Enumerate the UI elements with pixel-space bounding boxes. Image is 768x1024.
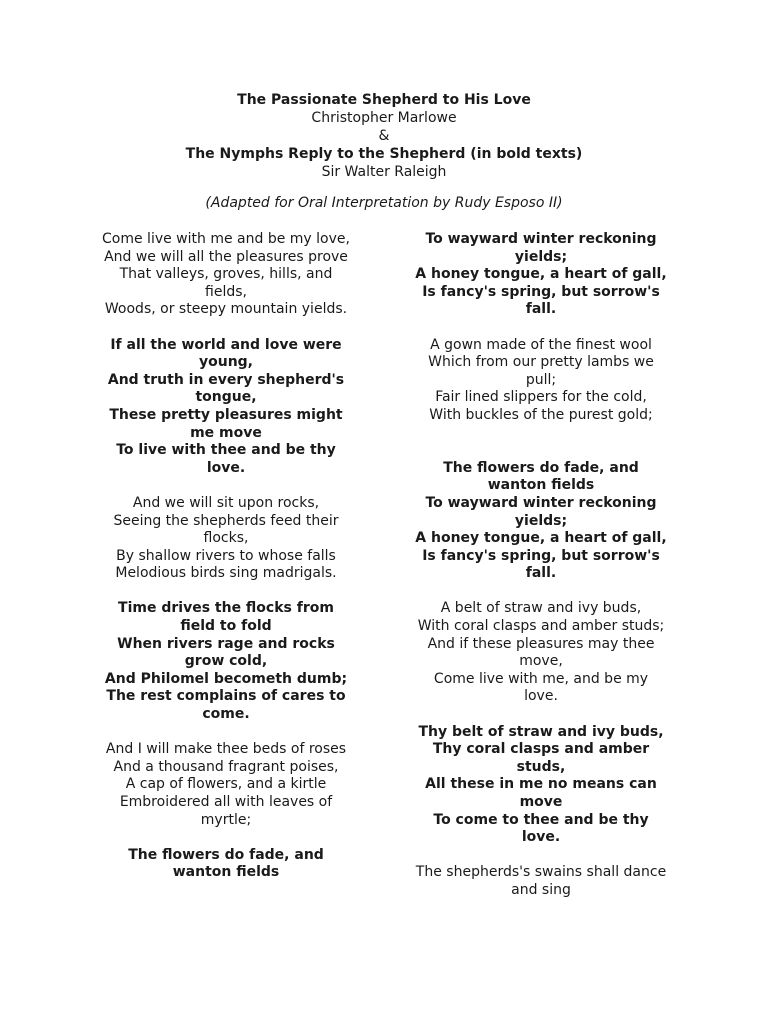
poem-line: young, xyxy=(198,354,254,371)
poem-line: A honey tongue, a heart of gall, xyxy=(415,530,667,547)
stanza xyxy=(400,724,682,847)
poem-line: A honey tongue, a heart of gall, xyxy=(415,266,667,283)
poem-line: tongue, xyxy=(195,389,257,406)
poem-line: A gown made of the finest wool xyxy=(430,336,652,353)
left-column xyxy=(86,231,366,900)
poem-line: And Philomel becometh dumb; xyxy=(104,670,348,687)
poem-line: The shepherds's swains shall dance xyxy=(415,864,667,881)
poem-title: The Passionate Shepherd to His Love xyxy=(237,92,531,108)
poem-line: come. xyxy=(202,706,250,723)
poem-line: fall. xyxy=(525,301,557,318)
stanza xyxy=(400,600,682,706)
poem-line: yields; xyxy=(514,512,568,529)
poem-line: move xyxy=(519,794,563,810)
poem-line: Is fancy's spring, but sorrow's xyxy=(422,283,660,300)
poem-line xyxy=(400,425,682,443)
poem-line: By shallow rivers to whose falls xyxy=(116,547,336,564)
adaptation-note-wrap xyxy=(0,194,768,212)
poem-line: All these in me no means can xyxy=(425,776,657,793)
poem-line: Time drives the flocks from xyxy=(118,600,334,617)
poem-line: myrtle; xyxy=(200,811,252,828)
stanza xyxy=(400,460,682,583)
poem-line: And we will sit upon rocks, xyxy=(132,494,320,511)
poem-line: love. xyxy=(521,829,561,846)
stanza xyxy=(86,741,366,829)
poem-line: me move xyxy=(190,424,262,441)
poem-line: wanton fields xyxy=(172,864,280,881)
poem-line: Is fancy's spring, but sorrow's xyxy=(422,547,660,564)
poem-line: Come live with me and be my love, xyxy=(102,231,350,247)
poem-line: field to fold xyxy=(180,618,272,635)
reply-author: Sir Walter Raleigh xyxy=(321,164,447,180)
adaptation-note: (Adapted for Oral Interpretation by Rudy Esposo II) xyxy=(205,195,563,211)
poem-line: flocks, xyxy=(203,530,249,547)
poem-line: Woods, or steepy mountain yields. xyxy=(104,301,348,318)
right-column xyxy=(400,231,682,917)
poem-line: If all the world and love were xyxy=(110,336,342,353)
poem-line: That valleys, groves, hills, and xyxy=(119,266,333,283)
stanza xyxy=(86,847,366,882)
poem-line: To wayward winter reckoning xyxy=(425,231,657,247)
poem-line: To come to thee and be thy xyxy=(433,811,649,828)
stanza xyxy=(86,337,366,478)
poem-line: The flowers do fade, and xyxy=(128,846,324,863)
poem-line: And a thousand fragrant poises, xyxy=(113,758,339,775)
poem-line: wanton fields xyxy=(487,477,595,494)
poem-line: Which from our pretty lambs we xyxy=(428,354,654,371)
poem-line: love. xyxy=(206,459,246,476)
reply-title: The Nymphs Reply to the Shepherd (in bold texts) xyxy=(185,146,583,162)
poem-line: fields, xyxy=(205,283,247,300)
poem-line: Melodious birds sing madrigals. xyxy=(115,565,337,582)
poem-line: love. xyxy=(524,688,558,705)
poem-line: A cap of flowers, and a kirtle xyxy=(125,776,327,793)
stanza xyxy=(400,864,682,899)
poem-line: With buckles of the purest gold; xyxy=(429,406,653,423)
poem-line: And truth in every shepherd's xyxy=(107,371,345,388)
poem-line: When rivers rage and rocks xyxy=(117,635,335,652)
stanza xyxy=(86,495,366,583)
ampersand: & xyxy=(378,128,390,144)
poem-line: yields; xyxy=(514,248,568,265)
poem-line: Thy coral clasps and amber xyxy=(432,741,650,758)
poem-line: fall. xyxy=(525,565,557,582)
poem-line: A belt of straw and ivy buds, xyxy=(440,600,642,617)
poem-line: grow cold, xyxy=(184,653,268,670)
poem-line: And I will make thee beds of roses xyxy=(105,741,347,758)
poem-line: And we will all the pleasures prove xyxy=(104,248,348,265)
poem-line: and sing xyxy=(511,881,571,898)
poem-line: move, xyxy=(519,653,563,670)
poem-line: To live with thee and be thy xyxy=(116,442,336,459)
poem-line: studs, xyxy=(516,758,566,775)
poem-line: Come live with me, and be my xyxy=(433,670,649,687)
stanza xyxy=(86,600,366,723)
poem-line: Embroidered all with leaves of xyxy=(119,794,333,810)
stanza xyxy=(400,231,682,319)
stanza xyxy=(400,337,682,443)
poem-author: Christopher Marlowe xyxy=(311,110,457,126)
poem-line: With coral clasps and amber studs; xyxy=(417,618,665,635)
poem-line: Seeing the shepherds feed their xyxy=(113,512,339,529)
poem-line: The flowers do fade, and xyxy=(443,459,639,476)
stanza xyxy=(86,231,366,319)
poem-line: Thy belt of straw and ivy buds, xyxy=(418,723,664,740)
poem-line: pull; xyxy=(525,371,557,388)
poem-line: To wayward winter reckoning xyxy=(425,494,657,511)
poem-line: The rest complains of cares to xyxy=(106,688,346,705)
poem-line: And if these pleasures may thee xyxy=(427,635,655,652)
poem-header xyxy=(0,91,768,181)
poem-line: Fair lined slippers for the cold, xyxy=(435,389,647,406)
poem-line: These pretty pleasures might xyxy=(109,406,343,423)
